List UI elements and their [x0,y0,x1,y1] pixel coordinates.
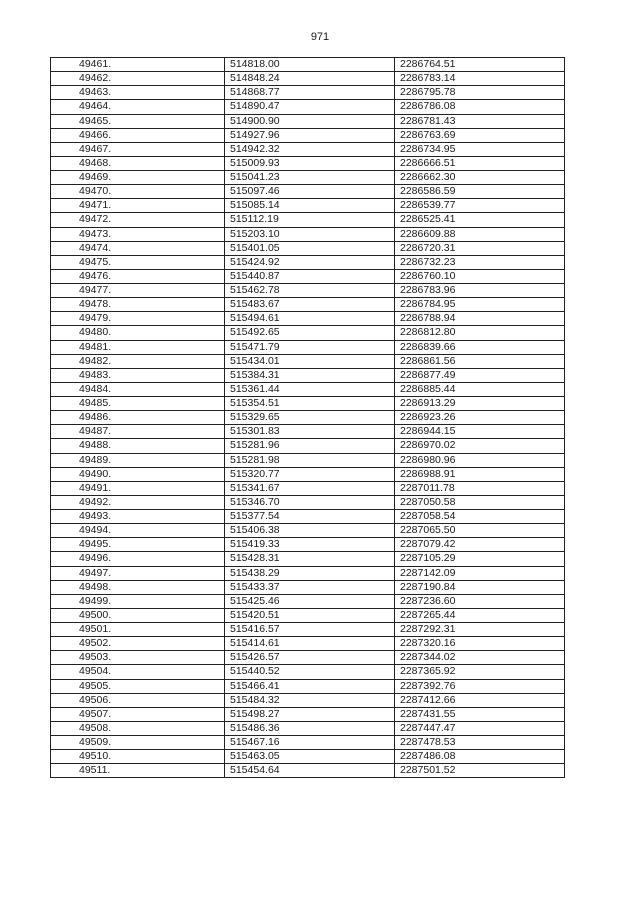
table-row [51,340,565,354]
point-id-cell: 49471. [51,199,225,213]
point-id-cell: 49480. [51,326,225,340]
table-row [51,171,565,185]
table-row [51,312,565,326]
y-coordinate-cell: 2286877.49 [395,368,565,382]
point-id-cell: 49464. [51,100,225,114]
table-row [51,114,565,128]
x-coordinate-cell: 515440.52 [225,665,395,679]
x-coordinate-cell: 515384.31 [225,368,395,382]
point-id-cell: 49467. [51,142,225,156]
point-id-cell: 49485. [51,397,225,411]
table-row [51,241,565,255]
y-coordinate-cell: 2287501.52 [395,764,565,778]
y-coordinate-cell: 2286988.91 [395,467,565,481]
point-id-cell: 49469. [51,171,225,185]
point-id-cell: 49472. [51,213,225,227]
x-coordinate-cell: 515009.93 [225,156,395,170]
y-coordinate-cell: 2286720.31 [395,241,565,255]
table-row [51,651,565,665]
x-coordinate-cell: 515498.27 [225,707,395,721]
x-coordinate-cell: 515420.51 [225,608,395,622]
point-id-cell: 49461. [51,58,225,72]
y-coordinate-cell: 2287065.50 [395,524,565,538]
table-row [51,764,565,778]
page-number: 971 [310,31,330,43]
x-coordinate-cell: 515406.38 [225,524,395,538]
y-coordinate-cell: 2287190.84 [395,580,565,594]
y-coordinate-cell: 2286783.14 [395,72,565,86]
x-coordinate-cell: 515462.78 [225,284,395,298]
point-id-cell: 49479. [51,312,225,326]
y-coordinate-cell: 2286980.96 [395,453,565,467]
x-coordinate-cell: 515426.57 [225,651,395,665]
x-coordinate-cell: 515377.54 [225,510,395,524]
y-coordinate-cell: 2286764.51 [395,58,565,72]
point-id-cell: 49476. [51,269,225,283]
x-coordinate-cell: 515301.83 [225,425,395,439]
x-coordinate-cell: 515097.46 [225,185,395,199]
x-coordinate-cell: 515414.61 [225,637,395,651]
point-id-cell: 49501. [51,623,225,637]
point-id-cell: 49475. [51,255,225,269]
x-coordinate-cell: 515438.29 [225,566,395,580]
x-coordinate-cell: 515467.16 [225,736,395,750]
point-id-cell: 49474. [51,241,225,255]
point-id-cell: 49494. [51,524,225,538]
y-coordinate-cell: 2286885.44 [395,382,565,396]
point-id-cell: 49462. [51,72,225,86]
y-coordinate-cell: 2287050.58 [395,495,565,509]
y-coordinate-cell: 2287447.47 [395,721,565,735]
y-coordinate-cell: 2286786.08 [395,100,565,114]
table-row [51,100,565,114]
point-id-cell: 49504. [51,665,225,679]
point-id-cell: 49484. [51,382,225,396]
y-coordinate-cell: 2287412.66 [395,693,565,707]
y-coordinate-cell: 2287058.54 [395,510,565,524]
y-coordinate-cell: 2287236.60 [395,594,565,608]
y-coordinate-cell: 2287105.29 [395,552,565,566]
point-id-cell: 49506. [51,693,225,707]
x-coordinate-cell: 515454.64 [225,764,395,778]
table-row [51,382,565,396]
y-coordinate-cell: 2286539.77 [395,199,565,213]
y-coordinate-cell: 2286812.80 [395,326,565,340]
table-row [51,538,565,552]
x-coordinate-cell: 514900.90 [225,114,395,128]
point-id-cell: 49507. [51,707,225,721]
point-id-cell: 49491. [51,481,225,495]
x-coordinate-cell: 515463.05 [225,750,395,764]
table-row [51,665,565,679]
y-coordinate-cell: 2286662.30 [395,171,565,185]
table-row [51,707,565,721]
table-row [51,397,565,411]
point-id-cell: 49510. [51,750,225,764]
table-row [51,495,565,509]
point-id-cell: 49481. [51,340,225,354]
y-coordinate-cell: 2286525.41 [395,213,565,227]
x-coordinate-cell: 515281.96 [225,439,395,453]
y-coordinate-cell: 2286861.56 [395,354,565,368]
x-coordinate-cell: 515401.05 [225,241,395,255]
point-id-cell: 49489. [51,453,225,467]
table-row [51,269,565,283]
table-row [51,736,565,750]
table-row [51,467,565,481]
table-row [51,693,565,707]
x-coordinate-cell: 515329.65 [225,411,395,425]
y-coordinate-cell: 2287079.42 [395,538,565,552]
table-row [51,566,565,580]
point-id-cell: 49499. [51,594,225,608]
y-coordinate-cell: 2286734.95 [395,142,565,156]
point-id-cell: 49470. [51,185,225,199]
x-coordinate-cell: 515433.37 [225,580,395,594]
y-coordinate-cell: 2287265.44 [395,608,565,622]
table-row [51,298,565,312]
table-row [51,255,565,269]
point-id-cell: 49465. [51,114,225,128]
y-coordinate-cell: 2287344.02 [395,651,565,665]
table-row [51,213,565,227]
x-coordinate-cell: 515416.57 [225,623,395,637]
point-id-cell: 49488. [51,439,225,453]
table-row [51,354,565,368]
point-id-cell: 49497. [51,566,225,580]
table-row [51,368,565,382]
point-id-cell: 49490. [51,467,225,481]
x-coordinate-cell: 515471.79 [225,340,395,354]
y-coordinate-cell: 2286923.26 [395,411,565,425]
y-coordinate-cell: 2286760.10 [395,269,565,283]
table-row [51,481,565,495]
table-row [51,199,565,213]
y-coordinate-cell: 2286795.78 [395,86,565,100]
table-row [51,679,565,693]
x-coordinate-cell: 514942.32 [225,142,395,156]
table-row [51,411,565,425]
table-row [51,185,565,199]
x-coordinate-cell: 515424.92 [225,255,395,269]
table-row [51,142,565,156]
table-row [51,58,565,72]
y-coordinate-cell: 2286586.59 [395,185,565,199]
point-id-cell: 49495. [51,538,225,552]
table-row [51,524,565,538]
y-coordinate-cell: 2286609.88 [395,227,565,241]
point-id-cell: 49486. [51,411,225,425]
y-coordinate-cell: 2287365.92 [395,665,565,679]
y-coordinate-cell: 2287392.76 [395,679,565,693]
x-coordinate-cell: 515203.10 [225,227,395,241]
y-coordinate-cell: 2286944.15 [395,425,565,439]
y-coordinate-cell: 2287478.53 [395,736,565,750]
x-coordinate-cell: 515419.33 [225,538,395,552]
point-id-cell: 49502. [51,637,225,651]
table-row [51,453,565,467]
x-coordinate-cell: 514818.00 [225,58,395,72]
x-coordinate-cell: 515484.32 [225,693,395,707]
table-row [51,750,565,764]
y-coordinate-cell: 2286913.29 [395,397,565,411]
point-id-cell: 49500. [51,608,225,622]
point-id-cell: 49508. [51,721,225,735]
point-id-cell: 49493. [51,510,225,524]
y-coordinate-cell: 2286970.02 [395,439,565,453]
y-coordinate-cell: 2286783.96 [395,284,565,298]
y-coordinate-cell: 2286781.43 [395,114,565,128]
table-row [51,721,565,735]
point-id-cell: 49492. [51,495,225,509]
x-coordinate-cell: 515466.41 [225,679,395,693]
y-coordinate-cell: 2287431.55 [395,707,565,721]
x-coordinate-cell: 515346.70 [225,495,395,509]
table-row [51,623,565,637]
table-row [51,552,565,566]
x-coordinate-cell: 515361.44 [225,382,395,396]
x-coordinate-cell: 515112.19 [225,213,395,227]
table-row [51,425,565,439]
table-row [51,326,565,340]
x-coordinate-cell: 515492.65 [225,326,395,340]
point-id-cell: 49473. [51,227,225,241]
y-coordinate-cell: 2286788.94 [395,312,565,326]
x-coordinate-cell: 515434.01 [225,354,395,368]
table-row [51,608,565,622]
x-coordinate-cell: 515281.98 [225,453,395,467]
point-id-cell: 49511. [51,764,225,778]
x-coordinate-cell: 514868.77 [225,86,395,100]
y-coordinate-cell: 2286732.23 [395,255,565,269]
point-id-cell: 49478. [51,298,225,312]
x-coordinate-cell: 514927.96 [225,128,395,142]
x-coordinate-cell: 515354.51 [225,397,395,411]
x-coordinate-cell: 515486.36 [225,721,395,735]
point-id-cell: 49482. [51,354,225,368]
table-row [51,439,565,453]
table-row [51,510,565,524]
x-coordinate-cell: 515341.67 [225,481,395,495]
x-coordinate-cell: 515483.67 [225,298,395,312]
point-id-cell: 49487. [51,425,225,439]
point-id-cell: 49477. [51,284,225,298]
table-row [51,128,565,142]
table-row [51,86,565,100]
table-row [51,156,565,170]
point-id-cell: 49496. [51,552,225,566]
x-coordinate-cell: 515085.14 [225,199,395,213]
point-id-cell: 49498. [51,580,225,594]
x-coordinate-cell: 515041.23 [225,171,395,185]
point-id-cell: 49505. [51,679,225,693]
x-coordinate-cell: 514890.47 [225,100,395,114]
y-coordinate-cell: 2286784.95 [395,298,565,312]
y-coordinate-cell: 2287486.08 [395,750,565,764]
point-id-cell: 49503. [51,651,225,665]
table-row [51,594,565,608]
point-id-cell: 49463. [51,86,225,100]
x-coordinate-cell: 515494.61 [225,312,395,326]
point-id-cell: 49509. [51,736,225,750]
x-coordinate-cell: 515425.46 [225,594,395,608]
table-row [51,284,565,298]
x-coordinate-cell: 515440.87 [225,269,395,283]
point-id-cell: 49466. [51,128,225,142]
y-coordinate-cell: 2287011.78 [395,481,565,495]
coordinates-table-body [51,58,565,778]
y-coordinate-cell: 2287320.16 [395,637,565,651]
y-coordinate-cell: 2286666.51 [395,156,565,170]
x-coordinate-cell: 515320.77 [225,467,395,481]
coordinates-table [50,57,565,778]
y-coordinate-cell: 2287292.31 [395,623,565,637]
x-coordinate-cell: 514848.24 [225,72,395,86]
table-row [51,72,565,86]
y-coordinate-cell: 2286763.69 [395,128,565,142]
x-coordinate-cell: 515428.31 [225,552,395,566]
y-coordinate-cell: 2286839.66 [395,340,565,354]
point-id-cell: 49483. [51,368,225,382]
point-id-cell: 49468. [51,156,225,170]
table-row [51,227,565,241]
y-coordinate-cell: 2287142.09 [395,566,565,580]
table-row [51,637,565,651]
table-row [51,580,565,594]
